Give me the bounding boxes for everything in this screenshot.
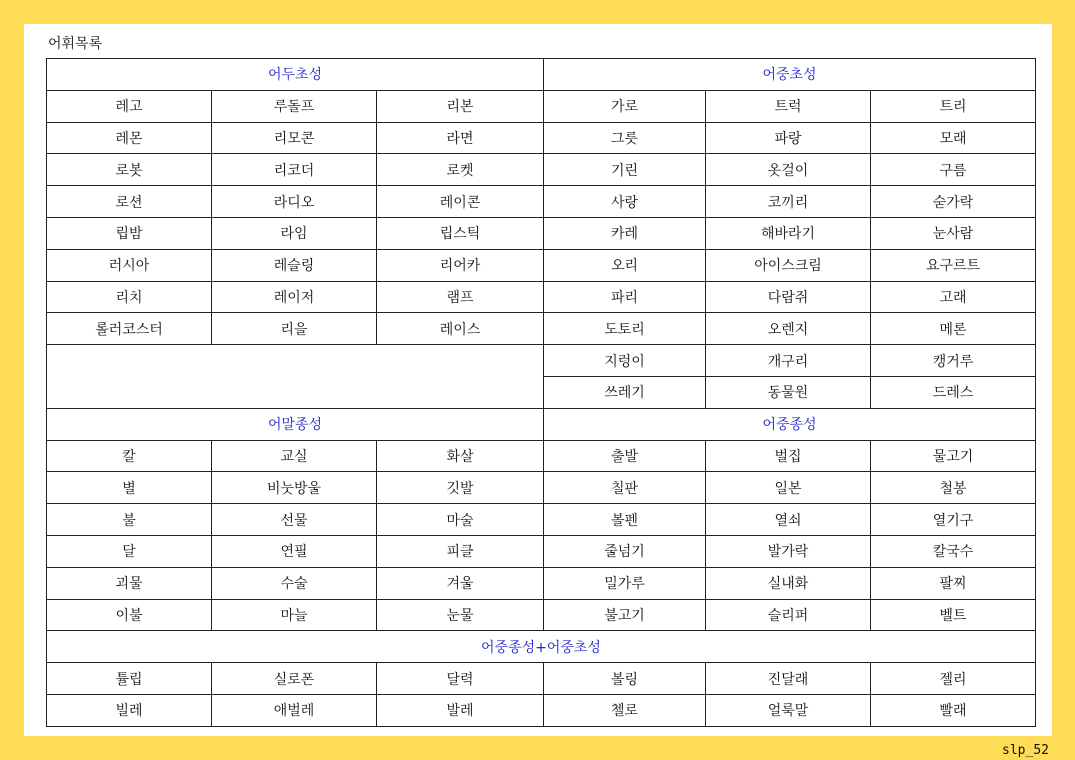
word-cell: 요구르트 xyxy=(871,249,1036,281)
word-cell: 캥거루 xyxy=(871,345,1036,377)
word-cell: 줄넘기 xyxy=(544,535,706,567)
word-cell: 열쇠 xyxy=(706,504,871,536)
word-cell: 가로 xyxy=(544,90,706,122)
word-cell: 고래 xyxy=(871,281,1036,313)
word-cell: 오리 xyxy=(544,249,706,281)
word-cell: 얼룩말 xyxy=(706,694,871,726)
word-cell: 눈사람 xyxy=(871,217,1036,249)
word-cell: 빨래 xyxy=(871,694,1036,726)
table-row xyxy=(47,694,1036,726)
word-cell: 별 xyxy=(47,472,212,504)
word-cell: 램프 xyxy=(377,281,544,313)
word-cell: 달 xyxy=(47,535,212,567)
word-cell: 겨울 xyxy=(377,567,544,599)
page-number: slp_52 xyxy=(1002,743,1049,758)
word-cell: 볼링 xyxy=(544,663,706,695)
word-cell: 립밤 xyxy=(47,217,212,249)
word-cell: 로션 xyxy=(47,186,212,218)
word-cell: 로켓 xyxy=(377,154,544,186)
word-cell: 출발 xyxy=(544,440,706,472)
word-cell: 열기구 xyxy=(871,504,1036,536)
word-cell: 실로폰 xyxy=(212,663,377,695)
word-cell: 마늘 xyxy=(212,599,377,631)
word-cell: 카레 xyxy=(544,217,706,249)
word-cell: 리어카 xyxy=(377,249,544,281)
vocabulary-table xyxy=(46,58,1036,727)
word-cell: 피클 xyxy=(377,535,544,567)
word-cell: 리치 xyxy=(47,281,212,313)
word-cell: 라면 xyxy=(377,122,544,154)
word-cell: 불고기 xyxy=(544,599,706,631)
word-cell: 라디오 xyxy=(212,186,377,218)
table-row xyxy=(47,599,1036,631)
word-cell: 드레스 xyxy=(871,376,1036,408)
word-cell: 메론 xyxy=(871,313,1036,345)
word-cell: 튤립 xyxy=(47,663,212,695)
word-cell: 사랑 xyxy=(544,186,706,218)
word-cell: 레이저 xyxy=(212,281,377,313)
word-cell: 모래 xyxy=(871,122,1036,154)
word-cell: 트리 xyxy=(871,90,1036,122)
word-cell: 롤러코스터 xyxy=(47,313,212,345)
word-cell: 선물 xyxy=(212,504,377,536)
word-cell: 벨트 xyxy=(871,599,1036,631)
word-cell: 물고기 xyxy=(871,440,1036,472)
word-cell: 다람쥐 xyxy=(706,281,871,313)
word-cell: 밀가루 xyxy=(544,567,706,599)
word-cell: 숟가락 xyxy=(871,186,1036,218)
word-cell: 리코더 xyxy=(212,154,377,186)
word-cell: 마술 xyxy=(377,504,544,536)
word-cell: 레몬 xyxy=(47,122,212,154)
word-cell: 구름 xyxy=(871,154,1036,186)
word-cell: 철봉 xyxy=(871,472,1036,504)
word-cell: 레이콘 xyxy=(377,186,544,218)
word-cell: 아이스크림 xyxy=(706,249,871,281)
word-cell: 레이스 xyxy=(377,313,544,345)
word-cell: 동물원 xyxy=(706,376,871,408)
table-row xyxy=(47,472,1036,504)
word-cell: 발가락 xyxy=(706,535,871,567)
word-cell: 이불 xyxy=(47,599,212,631)
table-row xyxy=(47,186,1036,218)
word-cell: 실내화 xyxy=(706,567,871,599)
word-cell: 벌집 xyxy=(706,440,871,472)
word-cell: 수술 xyxy=(212,567,377,599)
word-cell: 라임 xyxy=(212,217,377,249)
word-cell: 기린 xyxy=(544,154,706,186)
table-row xyxy=(47,440,1036,472)
word-cell: 불 xyxy=(47,504,212,536)
word-cell: 트럭 xyxy=(706,90,871,122)
word-cell: 개구리 xyxy=(706,345,871,377)
word-cell: 립스틱 xyxy=(377,217,544,249)
word-cell: 칼국수 xyxy=(871,535,1036,567)
word-cell: 도토리 xyxy=(544,313,706,345)
word-cell: 눈물 xyxy=(377,599,544,631)
word-cell: 레슬링 xyxy=(212,249,377,281)
word-cell: 애벌레 xyxy=(212,694,377,726)
table-row xyxy=(47,59,1036,91)
table-row xyxy=(47,504,1036,536)
word-cell: 빌레 xyxy=(47,694,212,726)
word-cell: 지렁이 xyxy=(544,345,706,377)
table-row xyxy=(47,313,1036,345)
section-header-initial: 어두초성 xyxy=(47,59,544,91)
table-row xyxy=(47,631,1036,663)
word-cell: 옷걸이 xyxy=(706,154,871,186)
word-cell: 교실 xyxy=(212,440,377,472)
empty-cell xyxy=(47,345,544,409)
table-row xyxy=(47,90,1036,122)
word-cell: 오렌지 xyxy=(706,313,871,345)
section-header-medial-onset: 어중초성 xyxy=(544,59,1036,91)
word-cell: 리본 xyxy=(377,90,544,122)
word-cell: 파리 xyxy=(544,281,706,313)
table-row xyxy=(47,345,1036,377)
worksheet-sheet xyxy=(24,24,1052,736)
table-row xyxy=(47,154,1036,186)
section-header-final: 어말종성 xyxy=(47,408,544,440)
word-cell: 칠판 xyxy=(544,472,706,504)
word-cell: 그릇 xyxy=(544,122,706,154)
word-cell: 팔찌 xyxy=(871,567,1036,599)
table-row xyxy=(47,122,1036,154)
word-cell: 진달래 xyxy=(706,663,871,695)
word-cell: 파랑 xyxy=(706,122,871,154)
word-cell: 로봇 xyxy=(47,154,212,186)
word-cell: 괴물 xyxy=(47,567,212,599)
section-header-combined: 어중종성+어중초성 xyxy=(47,631,1036,663)
table-row xyxy=(47,408,1036,440)
word-cell: 쓰레기 xyxy=(544,376,706,408)
word-cell: 레고 xyxy=(47,90,212,122)
word-cell: 깃발 xyxy=(377,472,544,504)
word-cell: 칼 xyxy=(47,440,212,472)
table-row xyxy=(47,249,1036,281)
section-header-medial-coda: 어중종성 xyxy=(544,408,1036,440)
word-cell: 리을 xyxy=(212,313,377,345)
table-row xyxy=(47,663,1036,695)
word-cell: 루돌프 xyxy=(212,90,377,122)
table-row xyxy=(47,217,1036,249)
word-cell: 러시아 xyxy=(47,249,212,281)
word-cell: 발레 xyxy=(377,694,544,726)
table-row xyxy=(47,567,1036,599)
word-cell: 코끼리 xyxy=(706,186,871,218)
word-cell: 해바라기 xyxy=(706,217,871,249)
word-cell: 화살 xyxy=(377,440,544,472)
word-cell: 연필 xyxy=(212,535,377,567)
word-cell: 첼로 xyxy=(544,694,706,726)
table-row xyxy=(47,535,1036,567)
word-cell: 일본 xyxy=(706,472,871,504)
word-cell: 볼펜 xyxy=(544,504,706,536)
word-cell: 리모콘 xyxy=(212,122,377,154)
table-row xyxy=(47,281,1036,313)
word-cell: 비눗방울 xyxy=(212,472,377,504)
word-cell: 달력 xyxy=(377,663,544,695)
page-title: 어휘목록 xyxy=(48,36,103,52)
word-cell: 슬리퍼 xyxy=(706,599,871,631)
word-cell: 젤리 xyxy=(871,663,1036,695)
